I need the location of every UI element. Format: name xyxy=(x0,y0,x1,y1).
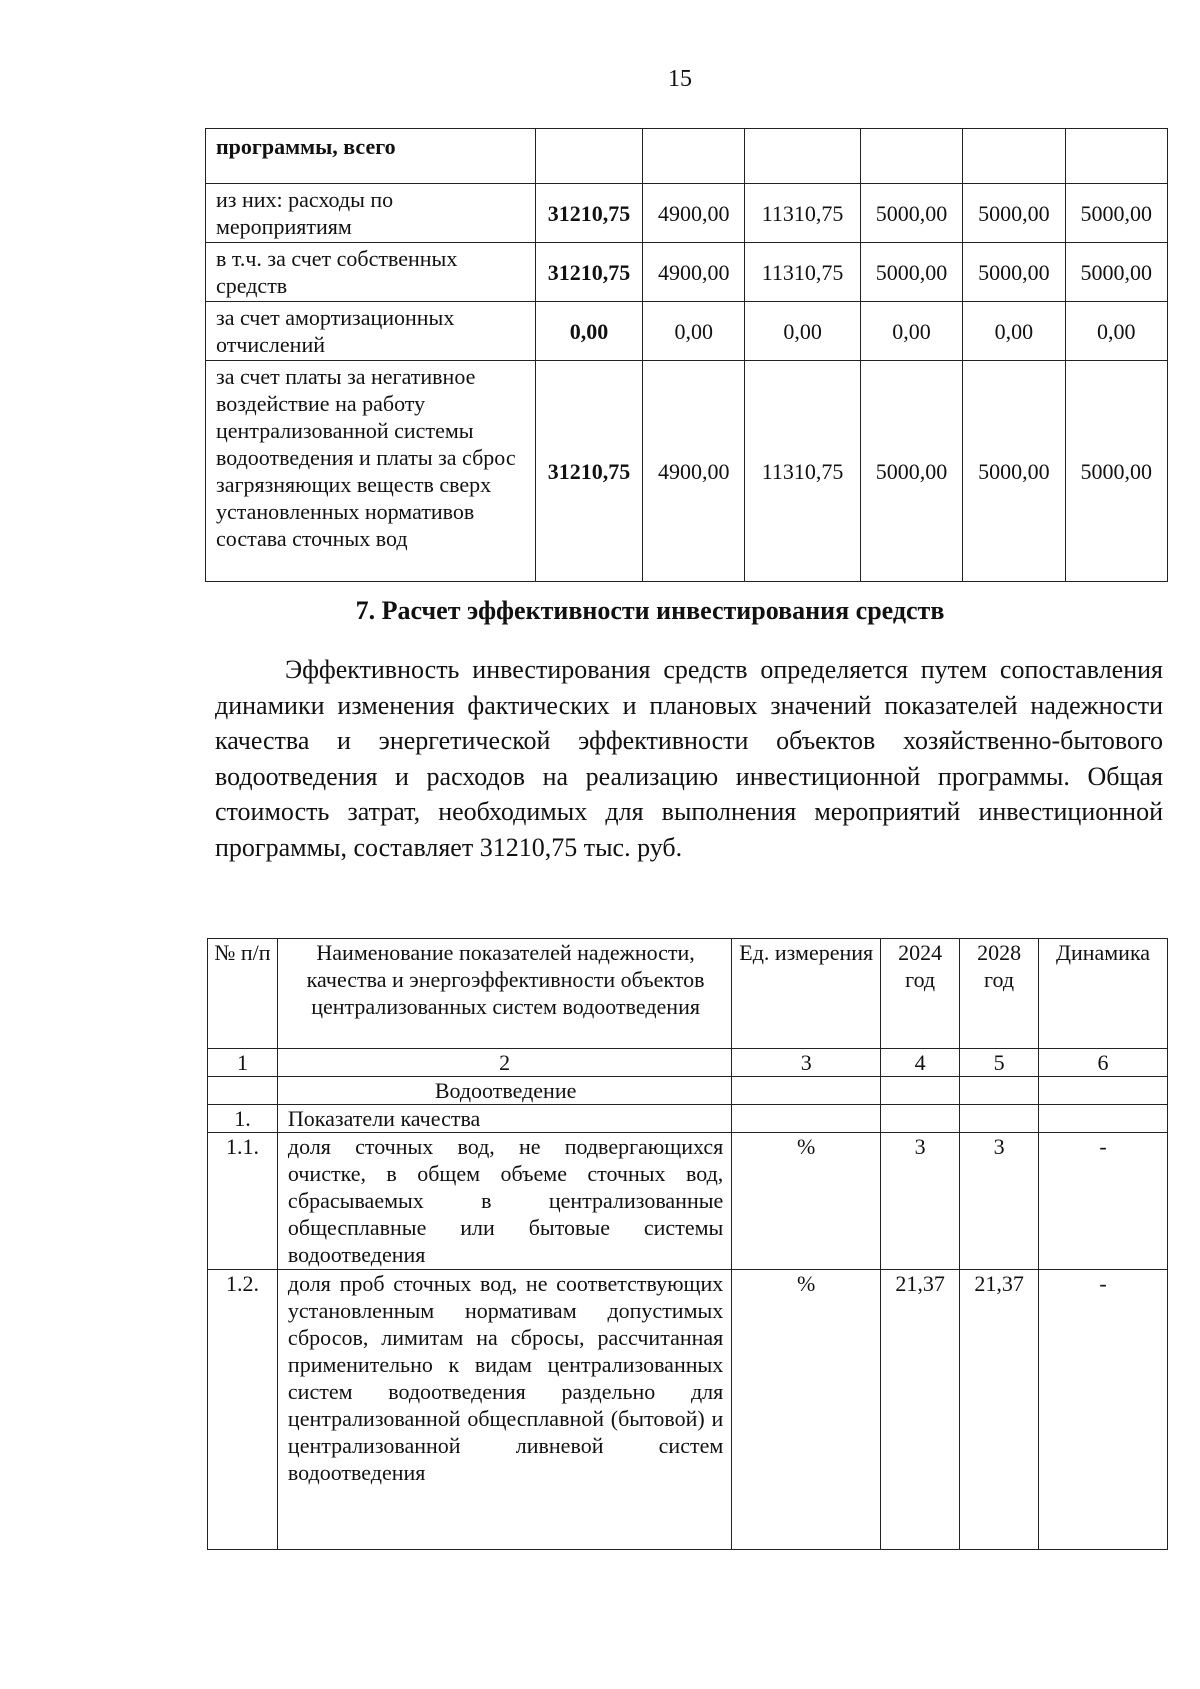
value-cell: 5000,00 xyxy=(1065,243,1167,302)
value-cell: 11310,75 xyxy=(745,184,860,243)
group-num: 1. xyxy=(208,1105,278,1133)
header-unit: Ед. измерения xyxy=(732,939,881,1049)
row-unit: % xyxy=(732,1133,881,1270)
body-paragraph xyxy=(215,652,1163,866)
table-row xyxy=(208,1270,1168,1550)
row-2028: 3 xyxy=(960,1133,1039,1270)
value-cell: 0,00 xyxy=(860,302,962,361)
value-cell: 4900,00 xyxy=(643,243,745,302)
value-cell: 5000,00 xyxy=(860,243,962,302)
col-number: 3 xyxy=(732,1049,881,1077)
value-cell xyxy=(1065,129,1167,184)
value-cell: 0,00 xyxy=(745,302,860,361)
empty-cell xyxy=(208,1077,278,1105)
row-label: в т.ч. за счет собственных средств xyxy=(206,243,536,302)
header-dynamics: Динамика xyxy=(1039,939,1168,1049)
section-title: Водоотведение xyxy=(277,1077,731,1105)
value-cell: 0,00 xyxy=(643,302,745,361)
col-number: 2 xyxy=(277,1049,731,1077)
row-dynamics: - xyxy=(1039,1133,1168,1270)
empty-cell xyxy=(881,1077,960,1105)
empty-cell xyxy=(1039,1105,1168,1133)
row-num: 1.1. xyxy=(208,1133,278,1270)
empty-cell xyxy=(960,1077,1039,1105)
empty-cell xyxy=(732,1105,881,1133)
header-row xyxy=(208,939,1168,1049)
table-row xyxy=(206,129,1168,184)
section-row xyxy=(208,1077,1168,1105)
total-cell: 31210,75 xyxy=(536,184,643,243)
value-cell: 5000,00 xyxy=(1065,361,1167,582)
column-number-row xyxy=(208,1049,1168,1077)
total-cell xyxy=(536,129,643,184)
total-cell: 31210,75 xyxy=(536,243,643,302)
col-number: 5 xyxy=(960,1049,1039,1077)
row-2024: 3 xyxy=(881,1133,960,1270)
col-number: 6 xyxy=(1039,1049,1168,1077)
empty-cell xyxy=(881,1105,960,1133)
table-row xyxy=(206,243,1168,302)
value-cell xyxy=(963,129,1065,184)
row-label: за счет платы за негативное воздействие на работу централизованной системы водоотведения и платы за сброс загрязняющих веществ сверх установленных нормативов состава сточных вод xyxy=(206,361,536,582)
value-cell: 5000,00 xyxy=(1065,184,1167,243)
value-cell: 0,00 xyxy=(1065,302,1167,361)
col-number: 1 xyxy=(208,1049,278,1077)
total-cell: 0,00 xyxy=(536,302,643,361)
empty-cell xyxy=(732,1077,881,1105)
col-number: 4 xyxy=(881,1049,960,1077)
row-name: доля сточных вод, не подвергающихся очистке, в общем объеме сточных вод, сбрасываемых в централизованные общесплавные или бытовые системы водоотведения xyxy=(277,1133,731,1270)
row-unit: % xyxy=(732,1270,881,1550)
value-cell xyxy=(643,129,745,184)
table-row xyxy=(208,1133,1168,1270)
empty-cell xyxy=(960,1105,1039,1133)
value-cell xyxy=(860,129,962,184)
table-row xyxy=(206,361,1168,582)
finance-table xyxy=(205,128,1168,582)
row-label: за счет амортизационных отчислений xyxy=(206,302,536,361)
row-num: 1.2. xyxy=(208,1270,278,1550)
section-heading: 7. Расчет эффективности инвестирования средств xyxy=(355,596,945,625)
indicators-table xyxy=(207,938,1168,1550)
row-2028: 21,37 xyxy=(960,1270,1039,1550)
header-2024: 2024 год xyxy=(881,939,960,1049)
value-cell: 11310,75 xyxy=(745,361,860,582)
row-name: доля проб сточных вод, не соответствующих установленным нормативам допустимых сбросов, лимитам на сбросы, рассчитанная применительно к видам централизованных систем водоотведения раздельно для централизованной общесплавной (бытовой) и централизованной ливневой систем водоотведения xyxy=(277,1270,731,1550)
row-2024: 21,37 xyxy=(881,1270,960,1550)
table-row xyxy=(206,184,1168,243)
value-cell: 5000,00 xyxy=(860,184,962,243)
value-cell: 4900,00 xyxy=(643,184,745,243)
row-label: программы, всего xyxy=(206,129,536,184)
header-name: Наименование показателей надежности, качества и энергоэффективности объектов централизованных систем водоотведения xyxy=(277,939,731,1049)
total-cell: 31210,75 xyxy=(536,361,643,582)
value-cell xyxy=(745,129,860,184)
row-dynamics: - xyxy=(1039,1270,1168,1550)
group-title: Показатели качества xyxy=(277,1105,731,1133)
value-cell: 5000,00 xyxy=(963,184,1065,243)
table-row xyxy=(206,302,1168,361)
empty-cell xyxy=(1039,1077,1168,1105)
value-cell: 0,00 xyxy=(963,302,1065,361)
page-number: 15 xyxy=(668,66,692,92)
value-cell: 4900,00 xyxy=(643,361,745,582)
value-cell: 5000,00 xyxy=(963,361,1065,582)
paragraph-text: Эффективность инвестирования средств определяется путем сопоставления динамики изменения фактических и плановых значений показателей надежности качества и энергетической эффективности объектов хозяйственно-бытового водоотведения и расходов на реализацию инвестиционной программы. Общая стоимость затрат, необходимых для выполнения мероприятий инвестиционной программы, составляет 31210,75 тыс. руб. xyxy=(215,655,1163,862)
value-cell: 5000,00 xyxy=(963,243,1065,302)
row-label: из них: расходы по мероприятиям xyxy=(206,184,536,243)
value-cell: 5000,00 xyxy=(860,361,962,582)
header-num: № п/п xyxy=(208,939,278,1049)
value-cell: 11310,75 xyxy=(745,243,860,302)
group-row xyxy=(208,1105,1168,1133)
header-2028: 2028 год xyxy=(960,939,1039,1049)
